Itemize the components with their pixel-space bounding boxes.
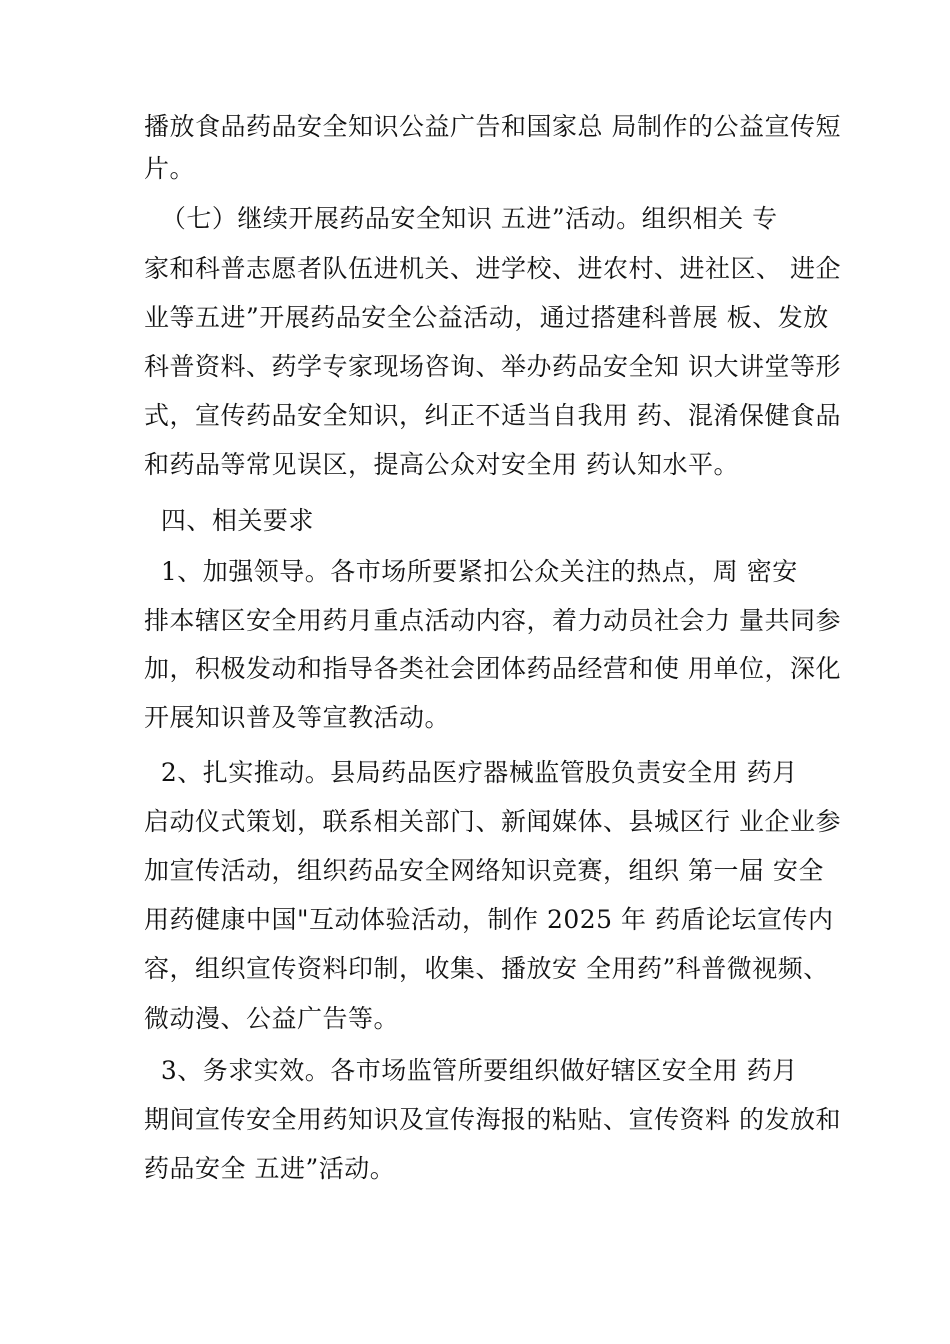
paragraph-line: 片。 [144,154,196,183]
paragraph-line: 家和科普志愿者队伍进机关、进学校、进农村、进社区、 进企 [144,254,841,283]
paragraph-line: 微动漫、公益广告等。 [144,1004,400,1033]
paragraph-line: 和药品等常见误区，提高公众对安全用 药认知水平。 [144,450,739,479]
paragraph-line: 容，组织宣传资料印制，收集、播放安 全用药”科普微视频、 [144,954,829,983]
paragraph-line: 药品安全 五进”活动。 [144,1154,396,1183]
paragraph-line: 期间宣传安全用药知识及宣传海报的粘贴、宣传资料 的发放和 [144,1105,841,1134]
section-heading: 四、相关要求 [144,506,314,535]
paragraph-line: 播放食品药品安全知识公益广告和国家总 局制作的公益宣传短 [144,112,841,141]
paragraph-line: 业等五进”开展药品安全公益活动，通过搭建科普展 板、发放 [144,303,829,332]
paragraph-line: 科普资料、药学专家现场咨询、举办药品安全知 识大讲堂等形 [144,352,841,381]
paragraph-line: 加，积极发动和指导各类社会团体药品经营和使 用单位，深化 [144,654,841,683]
paragraph-line: （七）继续开展药品安全知识 五进”活动。组织相关 专 [144,204,778,233]
paragraph-line: 式，宣传药品安全知识，纠正不适当自我用 药、混淆保健食品 [144,401,841,430]
paragraph-line: 1、加强领导。各市场所要紧扣公众关注的热点，周 密安 [144,557,798,586]
paragraph-line: 2、扎实推动。县局药品医疗器械监管股负责安全用 药月 [144,758,798,787]
paragraph-line: 排本辖区安全用药月重点活动内容，着力动员社会力 量共同参 [144,606,841,635]
paragraph-line: 用药健康中国"互动体验活动，制作 2025 年 药盾论坛宣传内 [144,905,834,934]
paragraph-line: 加宣传活动，组织药品安全网络知识竞赛，组织 第一届 安全 [144,856,824,885]
paragraph-line: 3、务求实效。各市场监管所要组织做好辖区安全用 药月 [144,1056,798,1085]
paragraph-line: 开展知识普及等宣教活动。 [144,703,451,732]
paragraph-line: 启动仪式策划，联系相关部门、新闻媒体、县城区行 业企业参 [144,807,841,836]
